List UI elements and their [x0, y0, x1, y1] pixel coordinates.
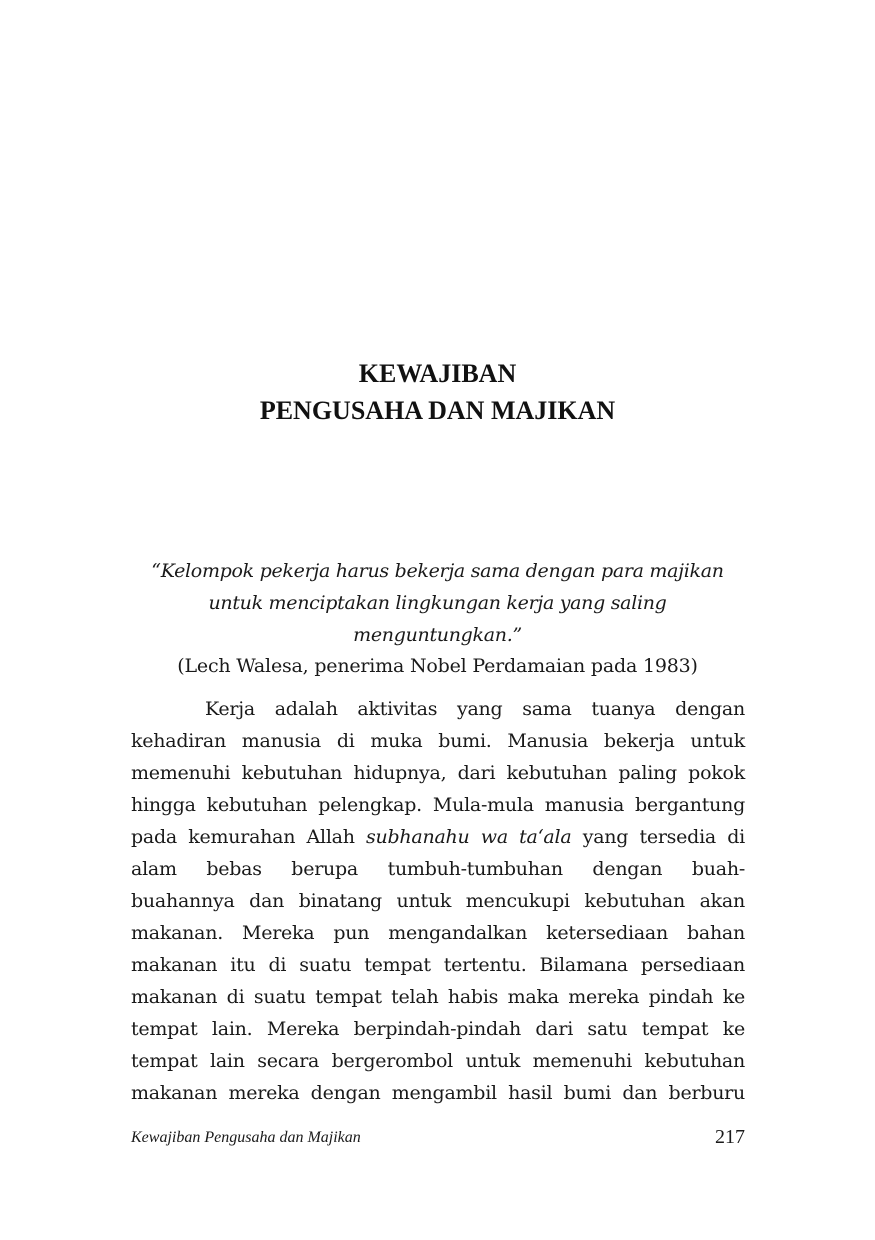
- chapter-title-line-1: KEWAJIBAN: [358, 359, 517, 388]
- epigraph-quote-line: untuk menciptakan lingkungan kerja yang saling: [208, 592, 667, 614]
- italic-term: subhanahu wa ta‘ala: [366, 826, 572, 848]
- chapter-title-line-2: PENGUSAHA DAN MAJIKAN: [259, 396, 616, 425]
- body-line: tempat lain secara bergerombol untuk memenuhi kebutuhan: [131, 1050, 745, 1072]
- body-line: hingga kebutuhan pelengkap. Mula-mula manusia bergantung: [131, 794, 745, 816]
- running-footer-title: Kewajiban Pengusaha dan Majikan: [131, 1129, 361, 1146]
- body-line: makanan di suatu tempat telah habis maka mereka pindah ke: [131, 986, 745, 1008]
- body-line: makanan mereka dengan mengambil hasil bumi dan berburu: [131, 1082, 745, 1104]
- body-line: makanan itu di suatu tempat tertentu. Bilamana persediaan: [131, 954, 745, 976]
- body-line: alam bebas berupa tumbuh-tumbuhan dengan buah-: [131, 858, 745, 880]
- body-line: memenuhi kebutuhan hidupnya, dari kebutuhan paling pokok: [131, 762, 745, 784]
- body-line: buahannya dan binatang untuk mencukupi kebutuhan akan: [131, 890, 745, 912]
- body-segment: yang tersedia di: [582, 826, 746, 848]
- body-line: makanan. Mereka pun mengandalkan ketersediaan bahan: [131, 922, 745, 944]
- epigraph-attribution: (Lech Walesa, penerima Nobel Perdamaian pada 1983): [177, 655, 698, 677]
- epigraph-quote-line: “Kelompok pekerja harus bekerja sama dengan para majikan: [151, 560, 724, 582]
- body-line: tempat lain. Mereka berpindah-pindah dari satu tempat ke: [131, 1018, 745, 1040]
- epigraph-quote-line: menguntungkan.”: [353, 624, 522, 646]
- page-number: 217: [715, 1126, 745, 1148]
- body-line: [131, 822, 745, 852]
- body-line: Kerja adalah aktivitas yang sama tuanya dengan: [205, 698, 745, 720]
- body-segment: pada kemurahan Allah: [131, 826, 355, 848]
- body-line: kehadiran manusia di muka bumi. Manusia bekerja untuk: [131, 730, 745, 752]
